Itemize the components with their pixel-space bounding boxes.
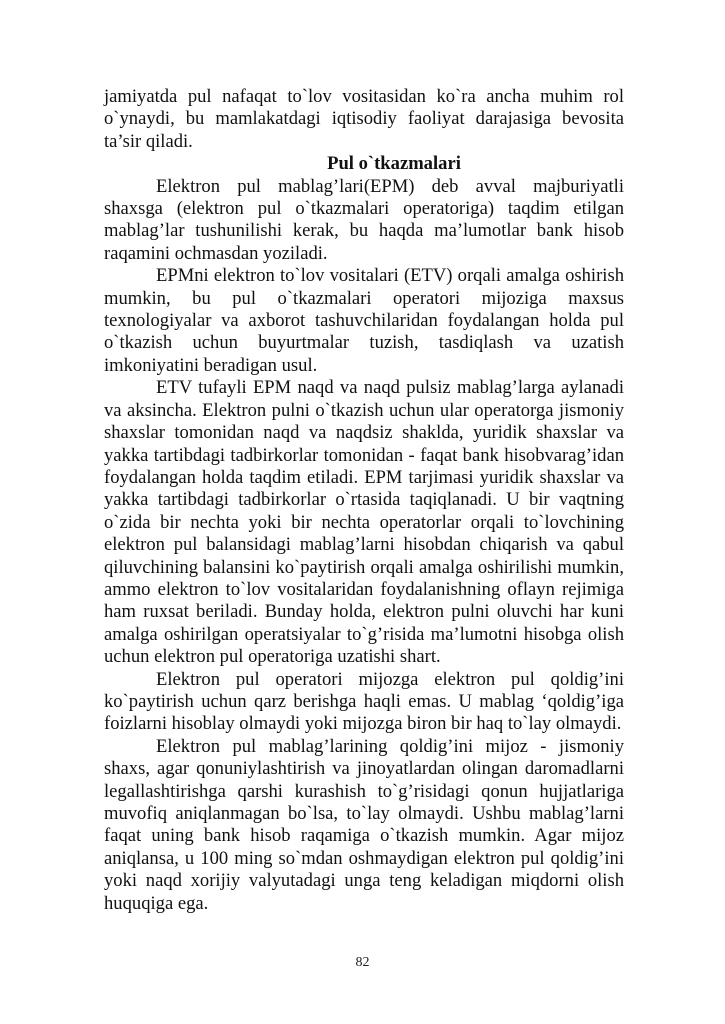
paragraph-balance-rules: Elektron pul mablag’larining qoldig’ini mijoz - jismoniy shaxs, agar qonuniylashtirish va jinoyatlardan olingan daromadlarni legallashtirishga qarshi kurashish to`g’risidagi qonun hujjatlariga muvofiq aniqlanmagan bo`lsa, to`lay olmaydi. Ushbu mablag’larni faqat uning bank hisob raqamiga o`tkazish mumkin. Agar mijoz aniqlansa, u 100 ming so`mdan oshmaydigan elektron pul qoldig’ini yoki naqd xorijiy valyutadagi unga teng keladigan miqdorni olish huquqiga ega. [104,735,624,914]
page-body [104,86,624,915]
paragraph-etv-method: EPMni elektron to`lov vositalari (ETV) orqali amalga oshirish mumkin, bu pul o`tkazmalari operatori mijoziga maxsus texnologiyalar va axborot tashuvchilaridan foydalangan holda pul o`tkazish uchun buyurtmalar tuzish, tasdiqlash va uzatish imkoniyatini beradigan usul. [104,265,624,376]
section-title: Pul o`tkazmalari [327,153,461,175]
page-number: 82 [355,955,370,970]
paragraph-operator-restrictions: Elektron pul operatori mijozga elektron pul qoldig’ini ko`paytirish uchun qarz berishga haqli emas. U mablag ‘qoldig’iga foizlarni hisoblay olmaydi yoki mijozga biron bir haq to`lay olmaydi. [104,668,624,735]
intro-paragraph: jamiyatda pul nafaqat to`lov vositasidan ko`ra ancha muhim rol o`ynaydi, bu mamlakatdagi iqtisodiy faoliyat darajasiga bevosita ta’sir qiladi. [104,86,624,152]
paragraph-epm-definition: Elektron pul mablag’lari(EPM) deb avval majburiyatli shaxsga (elektron pul o`tkazmalari operatoriga) taqdim etilgan mablag’lar tushunilishi kerak, bu haqda ma’lumotlar bank hisob raqamini ochmasdan yoziladi. [104,175,624,264]
paragraph-etv-conversion: ETV tufayli EPM naqd va naqd pulsiz mablag’larga aylanadi va aksincha. Elektron pulni o`tkazish uchun ular operatorga jismoniy shaxslar tomonidan naqd va naqdsiz shaklda, yuridik shaxslar va yakka tartibdagi tadbirkorlar tomonidan - faqat bank hisobvarag’idan foydalangan holda taqdim etiladi. EPM tarjimasi yuridik shaxslar va yakka tartibdagi tadbirkorlar o`rtasida taqiqlanadi. U bir vaqtning o`zida bir nechta yoki bir nechta operatorlar orqali to`lovchining elektron pul balansidagi mablag’larni hisobdan chiqarish va qabul qiluvchining balansini ko`paytirish orqali amalga oshirilishi mumkin, ammo elektron to`lov vositalaridan foydalanishning oflayn rejimiga ham ruxsat beriladi. Bunday holda, elektron pulni oluvchi har kuni amalga oshirilgan operatsiyalar to`g’risida ma’lumotni hisobga olish uchun elektron pul operatoriga uzatishi shart. [104,377,624,668]
